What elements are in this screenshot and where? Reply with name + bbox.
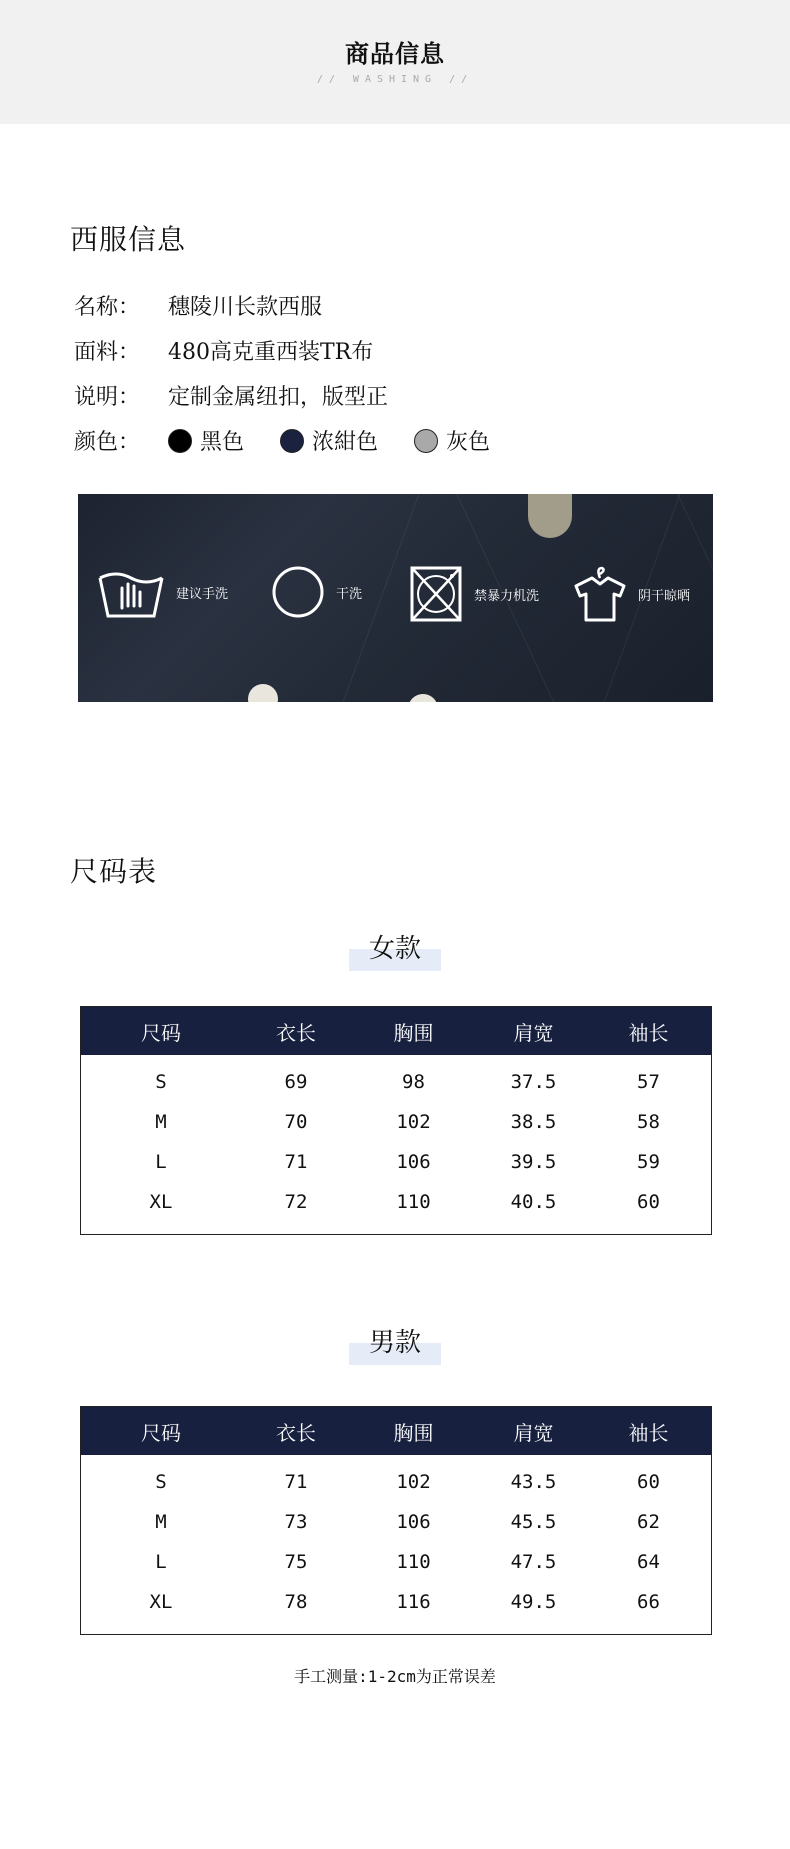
- table-cell: 64: [637, 1551, 660, 1573]
- color-name: 黑色: [200, 430, 245, 455]
- table-cell: 39.5: [510, 1151, 557, 1173]
- table-cell: 71: [284, 1151, 308, 1173]
- header-cell: 袖长: [628, 1420, 669, 1445]
- header-cell: 肩宽: [513, 1420, 554, 1445]
- suit-button-icon: [248, 684, 278, 702]
- men-size-title: 男款: [0, 1322, 790, 1359]
- color-option-navy[interactable]: [280, 430, 378, 455]
- color-swatch-icon: [168, 429, 192, 453]
- care-label: 干洗: [336, 586, 363, 602]
- table-row: [81, 1182, 711, 1222]
- table-cell: 78: [284, 1591, 308, 1613]
- description-label: 说明：: [74, 385, 141, 410]
- info-row-fabric: [74, 335, 373, 366]
- care-item-shade-dry: [572, 564, 690, 624]
- table-cell: S: [155, 1471, 167, 1493]
- color-name: 浓紺色: [312, 430, 379, 455]
- header-cell: 尺码: [141, 1420, 181, 1445]
- table-cell: L: [155, 1151, 167, 1173]
- header-cell: 胸围: [393, 1420, 434, 1445]
- table-cell: 116: [396, 1591, 431, 1613]
- header-cell: 衣长: [276, 1420, 316, 1445]
- care-label: 禁暴力机洗: [474, 588, 540, 604]
- table-cell: 59: [637, 1151, 660, 1173]
- table-row: [81, 1142, 711, 1182]
- color-option-black[interactable]: [168, 430, 244, 455]
- table-cell: M: [155, 1111, 167, 1133]
- table-cell: 98: [402, 1071, 425, 1093]
- table-row: [81, 1102, 711, 1142]
- table-cell: 60: [637, 1471, 660, 1493]
- care-item-no-tumble: [408, 564, 539, 624]
- table-cell: 57: [637, 1071, 660, 1093]
- table-cell: 110: [396, 1551, 431, 1573]
- table-cell: 58: [637, 1111, 660, 1133]
- care-instructions-banner: [78, 494, 713, 702]
- table-row: [81, 1462, 711, 1502]
- color-name: 灰色: [446, 430, 491, 455]
- name-label: 名称：: [74, 295, 141, 320]
- care-item-dry-clean: [270, 564, 362, 620]
- men-size-table: [80, 1406, 712, 1635]
- info-row-colors: [74, 425, 526, 456]
- dry-clean-icon: [270, 564, 326, 620]
- table-cell: 62: [637, 1511, 660, 1533]
- info-row-name: [74, 290, 322, 321]
- measurement-note: 手工测量:1-2cm为正常误差: [294, 1667, 496, 1686]
- table-cell: 102: [396, 1471, 431, 1493]
- description-value: 定制金属纽扣，版型正: [168, 385, 389, 410]
- table-cell: 106: [396, 1511, 431, 1533]
- table-cell: 45.5: [510, 1511, 557, 1533]
- care-label: 阴干晾晒: [638, 588, 691, 604]
- table-cell: 72: [284, 1191, 308, 1213]
- no-tumble-dry-icon: [408, 564, 464, 624]
- table-cell: 49.5: [510, 1591, 557, 1613]
- table-cell: XL: [149, 1591, 173, 1613]
- table-cell: 73: [284, 1511, 308, 1533]
- table-cell: S: [155, 1071, 167, 1093]
- table-cell: 71: [284, 1471, 308, 1493]
- table-cell: 102: [396, 1111, 431, 1133]
- color-option-gray[interactable]: [414, 430, 490, 455]
- header-title: 商品信息: [345, 40, 445, 68]
- info-row-description: [74, 380, 388, 411]
- hand-wash-icon: [96, 564, 166, 620]
- table-row: [81, 1062, 711, 1102]
- header-cell: 胸围: [393, 1020, 434, 1045]
- fabric-label: 面料：: [74, 340, 141, 365]
- table-cell: L: [155, 1551, 167, 1573]
- table-row: [81, 1542, 711, 1582]
- table-row: [81, 1502, 711, 1542]
- table-cell: 43.5: [510, 1471, 557, 1493]
- header-cell: 袖长: [628, 1020, 669, 1045]
- table-cell: M: [155, 1511, 167, 1533]
- table-cell: 37.5: [510, 1071, 557, 1093]
- header-cell: 肩宽: [513, 1020, 554, 1045]
- table-cell: 70: [284, 1111, 308, 1133]
- header-cell: 尺码: [141, 1020, 181, 1045]
- table-cell: 38.5: [510, 1111, 557, 1133]
- care-label: 建议手洗: [176, 586, 229, 602]
- suit-info-heading: 西服信息: [70, 223, 187, 256]
- suit-badge-icon: [528, 494, 572, 538]
- color-swatch-icon: [280, 429, 304, 453]
- table-cell: 106: [396, 1151, 431, 1173]
- table-cell: 75: [284, 1551, 308, 1573]
- table-cell: 110: [396, 1191, 431, 1213]
- fabric-value: 480高克重西装TR布: [168, 340, 374, 365]
- table-header-row: [81, 1007, 711, 1055]
- table-cell: 69: [284, 1071, 308, 1093]
- header-cell: 衣长: [276, 1020, 316, 1045]
- table-cell: 66: [637, 1591, 660, 1613]
- header-banner: [0, 0, 790, 124]
- header-subtitle: // WASHING //: [316, 74, 474, 85]
- table-cell: 40.5: [510, 1191, 557, 1213]
- table-cell: XL: [149, 1191, 173, 1213]
- name-value: 穗陵川长款西服: [168, 295, 323, 320]
- women-size-table: [80, 1006, 712, 1235]
- table-cell: 60: [637, 1191, 660, 1213]
- size-chart-heading: 尺码表: [70, 855, 158, 888]
- table-cell: 47.5: [510, 1551, 557, 1573]
- shade-dry-icon: [572, 564, 628, 624]
- women-size-title: 女款: [0, 928, 790, 965]
- table-header-row: [81, 1407, 711, 1455]
- color-label: 颜色：: [74, 430, 141, 455]
- care-item-hand-wash: [96, 564, 228, 620]
- table-row: [81, 1582, 711, 1622]
- color-swatch-icon: [414, 429, 438, 453]
